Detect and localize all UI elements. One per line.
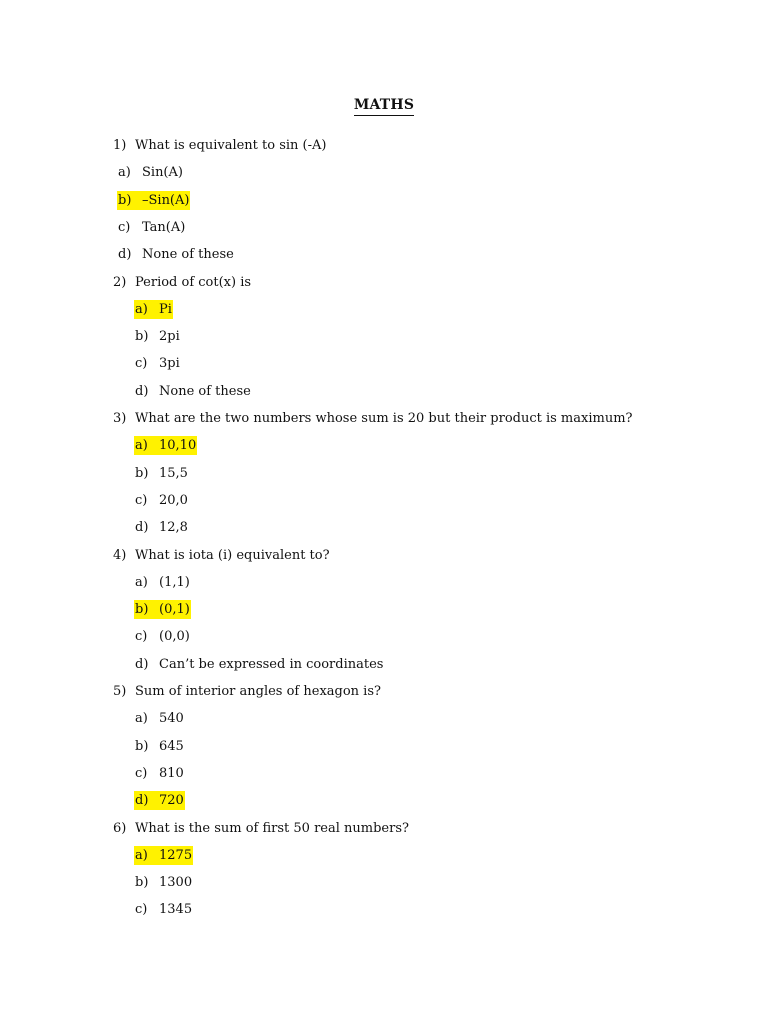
option-label: b) (135, 329, 149, 345)
option-body (134, 518, 189, 537)
option-text: 540 (159, 711, 184, 727)
option-1-a (117, 163, 184, 182)
option-2-d (134, 382, 252, 401)
option-label: b) (135, 738, 149, 754)
option-text: 20,0 (159, 492, 188, 508)
option-text: 10,10 (159, 438, 197, 454)
question-number: 5) (113, 684, 127, 699)
option-label: d) (118, 247, 132, 263)
option-5-c (134, 764, 185, 783)
option-6-c (134, 900, 193, 919)
question-text: What is equivalent to sin (-A) (135, 138, 327, 153)
question-text: What are the two numbers whose sum is 20 but their product is maximum? (135, 411, 633, 426)
option-text: None of these (142, 247, 234, 263)
option-5-b (134, 737, 185, 756)
option-body (134, 764, 185, 783)
question-4 (113, 547, 330, 564)
option-text: None of these (159, 383, 251, 399)
option-body (117, 163, 184, 182)
option-label: a) (118, 165, 131, 181)
option-text: 1300 (159, 875, 193, 891)
option-6-b (134, 873, 193, 892)
option-body (117, 245, 235, 264)
option-3-a (134, 436, 197, 455)
option-label: c) (135, 902, 148, 918)
option-label: a) (135, 574, 148, 590)
option-2-b (134, 327, 181, 346)
option-text: 2pi (159, 329, 180, 345)
question-number: 4) (113, 547, 127, 563)
option-label: c) (118, 219, 131, 235)
option-text: (0,0) (159, 629, 190, 645)
option-body (134, 655, 384, 674)
option-text: 645 (159, 738, 184, 754)
answer-highlight (134, 846, 193, 865)
option-3-d (134, 518, 189, 537)
option-text: Tan(A) (142, 219, 186, 235)
question-6 (113, 820, 409, 837)
option-3-c (134, 491, 189, 510)
question-number: 1) (113, 138, 127, 153)
option-label: b) (135, 602, 149, 618)
question-5 (113, 683, 381, 700)
option-body (134, 627, 191, 646)
option-body (134, 737, 185, 756)
question-text: What is iota (i) equivalent to? (135, 547, 330, 563)
option-text: (0,1) (159, 602, 190, 618)
question-number: 3) (113, 411, 127, 426)
answer-highlight (134, 436, 197, 455)
option-body (134, 573, 191, 592)
answer-highlight (117, 191, 190, 210)
option-text: –Sin(A) (142, 192, 190, 208)
option-text: 1345 (159, 902, 193, 918)
option-5-d (134, 791, 185, 810)
option-1-d (117, 245, 235, 264)
option-6-a (134, 846, 193, 865)
option-label: a) (135, 438, 148, 454)
answer-highlight (134, 791, 185, 810)
option-body (134, 327, 181, 346)
question-3 (113, 410, 633, 427)
question-text: Sum of interior angles of hexagon is? (135, 684, 381, 699)
option-text: 12,8 (159, 520, 188, 536)
option-1-b (117, 191, 190, 210)
option-5-a (134, 709, 185, 728)
option-body (117, 218, 186, 237)
option-2-c (134, 354, 181, 373)
option-text: 3pi (159, 356, 180, 372)
option-label: d) (135, 656, 149, 672)
option-body (134, 464, 189, 483)
option-label: a) (135, 847, 148, 863)
question-text: What is the sum of first 50 real numbers? (135, 820, 409, 836)
option-label: a) (135, 711, 148, 727)
option-label: b) (135, 875, 149, 891)
option-4-d (134, 655, 384, 674)
option-label: b) (118, 192, 132, 208)
option-label: c) (135, 492, 148, 508)
page-title-text: MATHS (354, 96, 414, 116)
option-label: b) (135, 465, 149, 481)
question-number: 2) (113, 274, 127, 290)
option-label: a) (135, 301, 148, 317)
option-label: c) (135, 629, 148, 645)
option-label: d) (135, 520, 149, 536)
option-label: d) (135, 793, 149, 809)
option-label: c) (135, 356, 148, 372)
option-text: (1,1) (159, 574, 190, 590)
option-body (134, 873, 193, 892)
option-body (134, 382, 252, 401)
option-text: Pi (159, 301, 172, 317)
option-body (134, 709, 185, 728)
option-text: Can’t be expressed in coordinates (159, 656, 384, 672)
option-2-a (134, 300, 173, 319)
option-4-c (134, 627, 191, 646)
answer-highlight (134, 300, 173, 319)
page-title (0, 96, 768, 116)
option-label: c) (135, 765, 148, 781)
option-4-a (134, 573, 191, 592)
answer-highlight (134, 600, 191, 619)
option-text: Sin(A) (142, 165, 183, 181)
option-label: d) (135, 383, 149, 399)
option-text: 810 (159, 765, 184, 781)
option-4-b (134, 600, 191, 619)
option-3-b (134, 464, 189, 483)
option-text: 1275 (159, 847, 193, 863)
question-number: 6) (113, 820, 127, 836)
question-text: Period of cot(x) is (135, 274, 252, 290)
option-text: 720 (159, 793, 184, 809)
question-1 (113, 137, 326, 154)
option-body (134, 354, 181, 373)
option-body (134, 900, 193, 919)
option-text: 15,5 (159, 465, 188, 481)
option-body (134, 491, 189, 510)
question-2 (113, 274, 251, 291)
option-1-c (117, 218, 186, 237)
